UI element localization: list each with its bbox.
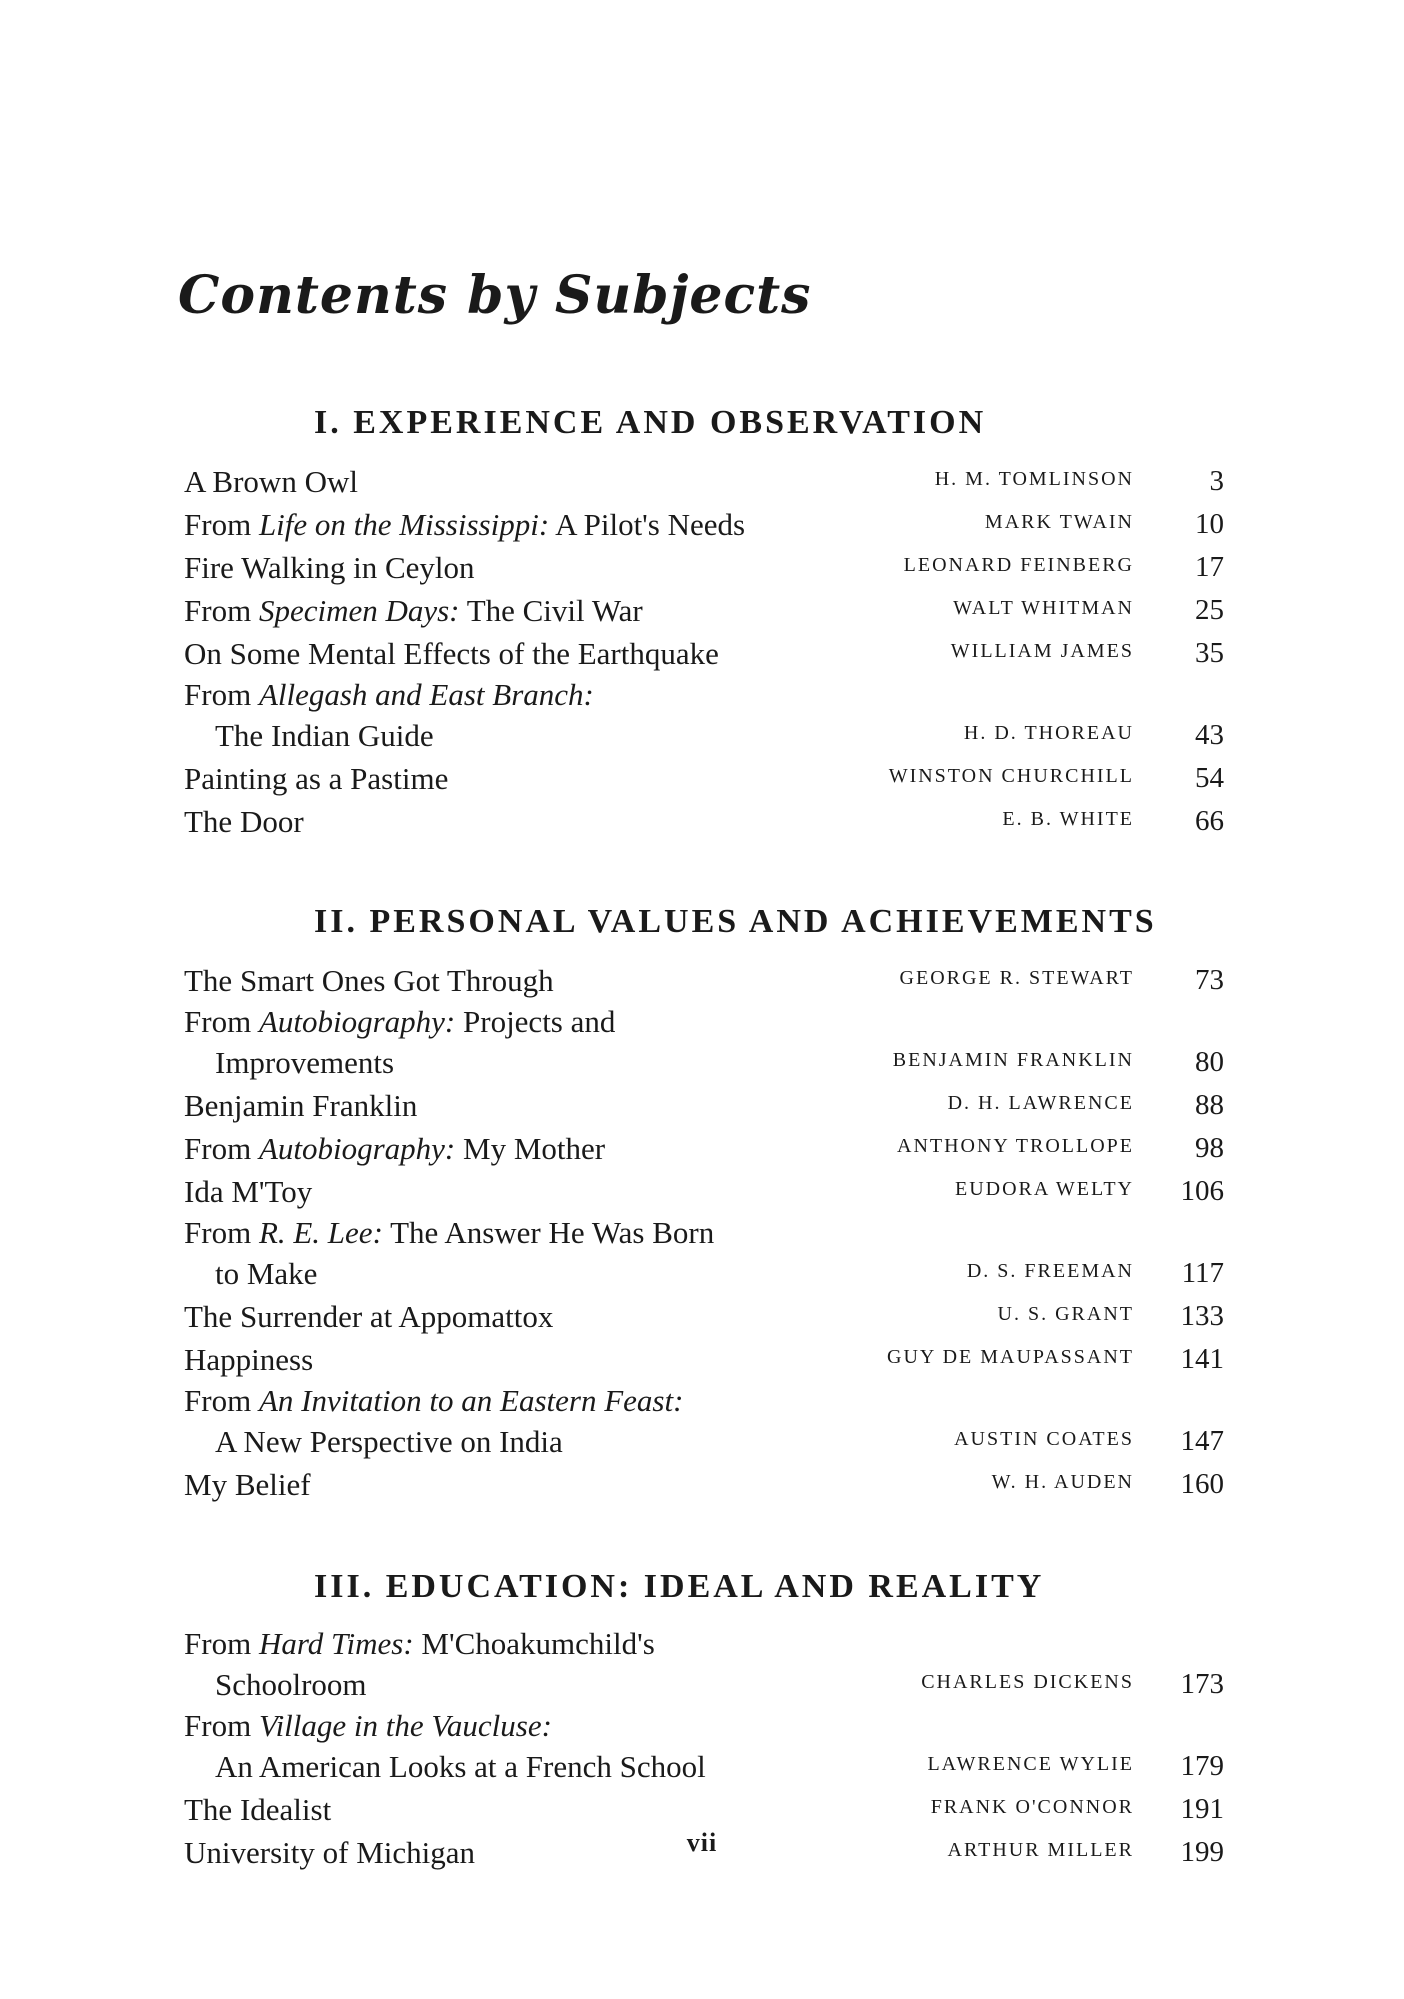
entry-title-text: Painting as a Pastime [184, 761, 449, 796]
entry-page-number: 117 [1181, 1257, 1224, 1289]
entry-title-text: The Civil War [459, 593, 643, 628]
entry-page-number: 35 [1195, 637, 1224, 669]
entry-list [184, 459, 1224, 842]
entry-title [184, 1296, 804, 1337]
entry-title-text: From [184, 507, 259, 542]
entry-title-italic: R. E. Lee: [258, 1215, 383, 1250]
toc-entry [184, 1083, 1224, 1126]
entry-title-text: A Brown Owl [184, 464, 358, 499]
entry-page-number: 88 [1195, 1089, 1224, 1121]
entry-title-text: University of Michigan [184, 1835, 476, 1870]
entry-page-number: 43 [1195, 719, 1224, 751]
entry-page-number: 3 [1209, 465, 1224, 497]
entry-author: E. B. WHITE [1002, 808, 1134, 830]
entry-list [184, 958, 1224, 1505]
entry-title [184, 1623, 804, 1705]
toc-entry [184, 1212, 1224, 1294]
entry-page-number: 66 [1195, 805, 1224, 837]
entry-author: LEONARD FEINBERG [903, 554, 1134, 576]
toc-entry [184, 1001, 1224, 1083]
entry-title [184, 1789, 804, 1830]
entry-title [184, 547, 804, 588]
entry-page-number: 160 [1180, 1468, 1224, 1500]
toc-entry [184, 1623, 1224, 1705]
toc-entry [184, 799, 1224, 842]
entry-author: WALT WHITMAN [953, 597, 1134, 619]
entry-author: AUSTIN COATES [954, 1428, 1134, 1450]
toc-entry [184, 1337, 1224, 1380]
entry-page-number: 73 [1195, 964, 1224, 996]
entry-author: EUDORA WELTY [955, 1178, 1134, 1200]
entry-author: H. D. THOREAU [963, 722, 1134, 744]
entry-author: MARK TWAIN [984, 511, 1134, 533]
entry-title [184, 674, 804, 756]
entry-title-text: The Smart Ones Got Through [184, 963, 554, 998]
toc-entry [184, 756, 1224, 799]
toc-entry [184, 1169, 1224, 1212]
entry-title-italic: Allegash and East Branch: [258, 677, 594, 712]
entry-title [184, 461, 804, 502]
toc-entry [184, 588, 1224, 631]
entry-title-text: The Door [184, 804, 304, 839]
entry-page-number: 141 [1180, 1343, 1224, 1375]
entry-author: BENJAMIN FRANKLIN [892, 1049, 1134, 1071]
entry-title-text: Projects and [455, 1004, 616, 1039]
entry-author: FRANK O'CONNOR [930, 1796, 1134, 1818]
toc-entry [184, 674, 1224, 756]
entry-title-text: The Answer He Was Born [382, 1215, 715, 1250]
toc-entry [184, 502, 1224, 545]
entry-title [184, 1212, 804, 1294]
toc-entry [184, 1294, 1224, 1337]
entry-title-italic: Hard Times: [258, 1626, 414, 1661]
entry-title-text: M'Choakumchild's [413, 1626, 655, 1661]
entry-author: WILLIAM JAMES [950, 640, 1134, 662]
entry-author: D. H. LAWRENCE [947, 1092, 1134, 1114]
entry-author: U. S. GRANT [997, 1303, 1134, 1325]
entry-author: D. S. FREEMAN [966, 1260, 1134, 1282]
entry-title [184, 1464, 804, 1505]
entry-title-text: On Some Mental Effects of the Earthquake [184, 636, 719, 671]
entry-title-text: Fire Walking in Ceylon [184, 550, 475, 585]
toc-entry [184, 958, 1224, 1001]
entry-title [184, 1339, 804, 1380]
entry-title-text: A Pilot's Needs [549, 507, 746, 542]
entry-title [184, 1001, 804, 1083]
entry-author: GUY DE MAUPASSANT [887, 1346, 1134, 1368]
entry-page-number: 54 [1195, 762, 1224, 794]
entry-title [184, 590, 804, 631]
entry-title-text: From [184, 1383, 259, 1418]
entry-title-italic: Autobiography: [258, 1004, 456, 1039]
entry-page-number: 199 [1180, 1836, 1224, 1868]
entry-title [184, 1085, 804, 1126]
entry-title-continuation: to Make [215, 1256, 318, 1291]
entry-author: GEORGE R. STEWART [899, 967, 1134, 989]
entry-title-text: Ida M'Toy [184, 1174, 313, 1209]
entry-title-continuation: Schoolroom [215, 1667, 367, 1702]
entry-page-number: 191 [1180, 1793, 1224, 1825]
section-experience-and-observation [184, 403, 1224, 842]
entry-title [184, 1128, 804, 1169]
entry-title-text: From [184, 1004, 259, 1039]
entry-page-number: 98 [1195, 1132, 1224, 1164]
entry-title-text: From [184, 1626, 259, 1661]
entry-title-text: From [184, 1131, 259, 1166]
entry-author: ANTHONY TROLLOPE [897, 1135, 1134, 1157]
entry-title-italic: Specimen Days: [258, 593, 460, 628]
entry-title-text: Benjamin Franklin [184, 1088, 418, 1123]
entry-title-continuation: The Indian Guide [215, 718, 434, 753]
entry-title-italic: Village in the Vaucluse: [258, 1708, 552, 1743]
entry-title-continuation: A New Perspective on India [215, 1424, 563, 1459]
entry-title [184, 758, 804, 799]
toc-entry [184, 459, 1224, 502]
entry-title-italic: Life on the Mississippi: [258, 507, 550, 542]
section-personal-values-and-achievements [184, 902, 1224, 1505]
entry-title-text: The Idealist [184, 1792, 332, 1827]
toc-entry [184, 545, 1224, 588]
entry-title [184, 1171, 804, 1212]
entry-author: W. H. AUDEN [991, 1471, 1134, 1493]
entry-title-italic: Autobiography: [258, 1131, 456, 1166]
section-heading: II. PERSONAL VALUES AND ACHIEVEMENTS [314, 903, 1157, 940]
page-number: vii [686, 1828, 718, 1857]
entry-title [184, 1705, 804, 1787]
entry-title [184, 504, 804, 545]
entry-page-number: 133 [1180, 1300, 1224, 1332]
toc-entry [184, 1126, 1224, 1169]
entry-title-continuation: Improvements [215, 1045, 395, 1080]
contents-page [178, 255, 1224, 1873]
entry-title-text: My Belief [184, 1467, 311, 1502]
entry-title-text: The Surrender at Appomattox [184, 1299, 554, 1334]
entry-title-italic: An Invitation to an Eastern Feast: [258, 1383, 684, 1418]
entry-title-continuation: An American Looks at a French School [215, 1749, 706, 1784]
section-heading: III. EDUCATION: IDEAL AND REALITY [314, 1568, 1045, 1605]
toc-entry [184, 631, 1224, 674]
section-heading: I. EXPERIENCE AND OBSERVATION [314, 404, 987, 441]
entry-author: LAWRENCE WYLIE [927, 1753, 1134, 1775]
toc-entry [184, 1380, 1224, 1462]
entry-title-text: From [184, 1215, 259, 1250]
entry-title [184, 633, 804, 674]
entry-author: H. M. TOMLINSON [934, 468, 1134, 490]
entry-page-number: 106 [1180, 1175, 1224, 1207]
entry-title-text: Happiness [184, 1342, 314, 1377]
entry-title-text: From [184, 593, 259, 628]
entry-title [184, 960, 804, 1001]
entry-page-number: 147 [1180, 1425, 1224, 1457]
entry-title [184, 1380, 804, 1462]
entry-page-number: 179 [1180, 1750, 1224, 1782]
entry-author: WINSTON CHURCHILL [888, 765, 1134, 787]
entry-page-number: 173 [1180, 1668, 1224, 1700]
entry-title-text: From [184, 677, 259, 712]
toc-entry [184, 1705, 1224, 1787]
entry-page-number: 17 [1195, 551, 1224, 583]
entry-page-number: 25 [1195, 594, 1224, 626]
entry-title-text: From [184, 1708, 259, 1743]
entry-page-number: 80 [1195, 1046, 1224, 1078]
entry-author: CHARLES DICKENS [921, 1671, 1134, 1693]
page-title: Contents by Subjects [178, 265, 812, 326]
entry-author: ARTHUR MILLER [947, 1839, 1134, 1861]
entry-page-number: 10 [1195, 508, 1224, 540]
toc-entry [184, 1787, 1224, 1830]
entry-title-text: My Mother [455, 1131, 606, 1166]
entry-title [184, 801, 804, 842]
toc-entry [184, 1462, 1224, 1505]
